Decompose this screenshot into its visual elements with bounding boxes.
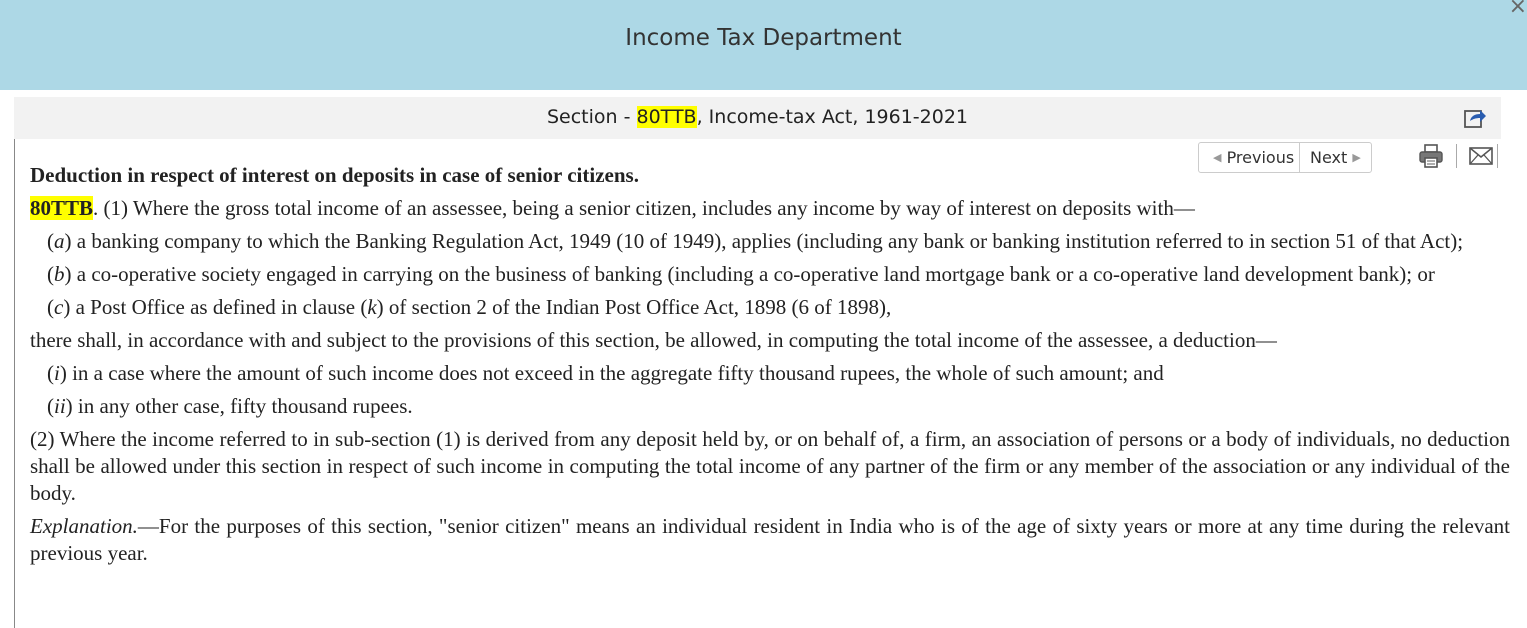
- explanation-label: Explanation.: [30, 514, 138, 538]
- page-title: Income Tax Department: [625, 25, 902, 51]
- clause-c-text-pre: a Post Office as defined in clause (: [70, 295, 368, 319]
- previous-label: Previous: [1226, 148, 1295, 167]
- header-bar: [0, 0, 1527, 90]
- content-left-border: [14, 139, 15, 628]
- explanation-text: —For the purposes of this section, "senior citizen" means an individual resident in India who is of the age of sixty years or more at any time during the relevant previous year.: [30, 514, 1510, 565]
- section-number: 80TTB: [30, 196, 94, 220]
- deduction-paragraph: there shall, in accordance with and subject to the provisions of this section, be allowed, in computing the total income of the assessee, a deduction—: [30, 328, 1277, 352]
- clause-i-text: in a case where the amount of such income does not exceed in the aggregate fifty thousand rupees, the whole of such amount; and: [66, 361, 1164, 385]
- clause-b: (b) a co-operative society engaged in carrying on the business of banking (including a co-operative land mortgage bank or a co-operative land development bank); or: [47, 262, 1435, 286]
- act-section-content: [30, 162, 1510, 567]
- clause-ii-text: in any other case, fifty thousand rupees.: [72, 394, 413, 418]
- clause-b-text: a co-operative society engaged in carrying on the business of banking (including a co-operative land mortgage bank or a co-operative land development bank); or: [71, 262, 1435, 286]
- clause-b-label: b: [54, 262, 65, 286]
- clause-a: (a) a banking company to which the Banking Regulation Act, 1949 (10 of 1949), applies (including any bank or banking institution referred to in section 51 of that Act);: [47, 229, 1464, 253]
- clause-c-label: c: [54, 295, 64, 319]
- section-heading: Deduction in respect of interest on deposits in case of senior citizens.: [30, 163, 639, 187]
- caret-left-icon: ◀: [1213, 151, 1222, 164]
- section-title: [14, 106, 1501, 128]
- clause-i-label: i: [54, 361, 60, 385]
- sub-section-2: (2) Where the income referred to in sub-section (1) is derived from any deposit held by, or on behalf of, a firm, an association of persons or a body of individuals, no deduction shall be allowed under this section in respect of such income in computing the total income of any partner of the firm or any member of the association or any individual of the body.: [30, 427, 1510, 505]
- section-number-highlight: 80TTB: [636, 106, 697, 128]
- caret-right-icon: ▶: [1352, 151, 1361, 164]
- section-title-bar: [14, 97, 1501, 139]
- sub-section-1: [30, 195, 1510, 222]
- clause-i: (i) in a case where the amount of such income does not exceed in the aggregate fifty thousand rupees, the whole of such amount; and: [47, 361, 1164, 385]
- clause-c: (c) a Post Office as defined in clause (k) of section 2 of the Indian Post Office Act, 1898 (6 of 1898),: [47, 295, 892, 319]
- section-title-suffix: , Income-tax Act, 1961-2021: [696, 106, 969, 128]
- sub-section-1-text: . (1) Where the gross total income of an assessee, being a senior citizen, includes any income by way of interest on deposits with—: [93, 196, 1195, 220]
- explanation: [30, 513, 1510, 567]
- clause-c-text-post: ) of section 2 of the Indian Post Office Act, 1898 (6 of 1898),: [376, 295, 892, 319]
- clause-a-label: a: [54, 229, 65, 253]
- clause-ii: (ii) in any other case, fifty thousand rupees.: [47, 394, 413, 418]
- next-label: Next: [1310, 148, 1348, 167]
- section-title-prefix: Section -: [546, 106, 637, 128]
- close-icon[interactable]: ×: [1508, 0, 1527, 19]
- clause-ii-label: ii: [54, 394, 66, 418]
- clause-c-k: k: [367, 295, 377, 319]
- share-arrow-icon[interactable]: [1463, 106, 1487, 130]
- clause-a-text: a banking company to which the Banking Regulation Act, 1949 (10 of 1949), applies (including any bank or banking institution referred to in section 51 of that Act);: [71, 229, 1464, 253]
